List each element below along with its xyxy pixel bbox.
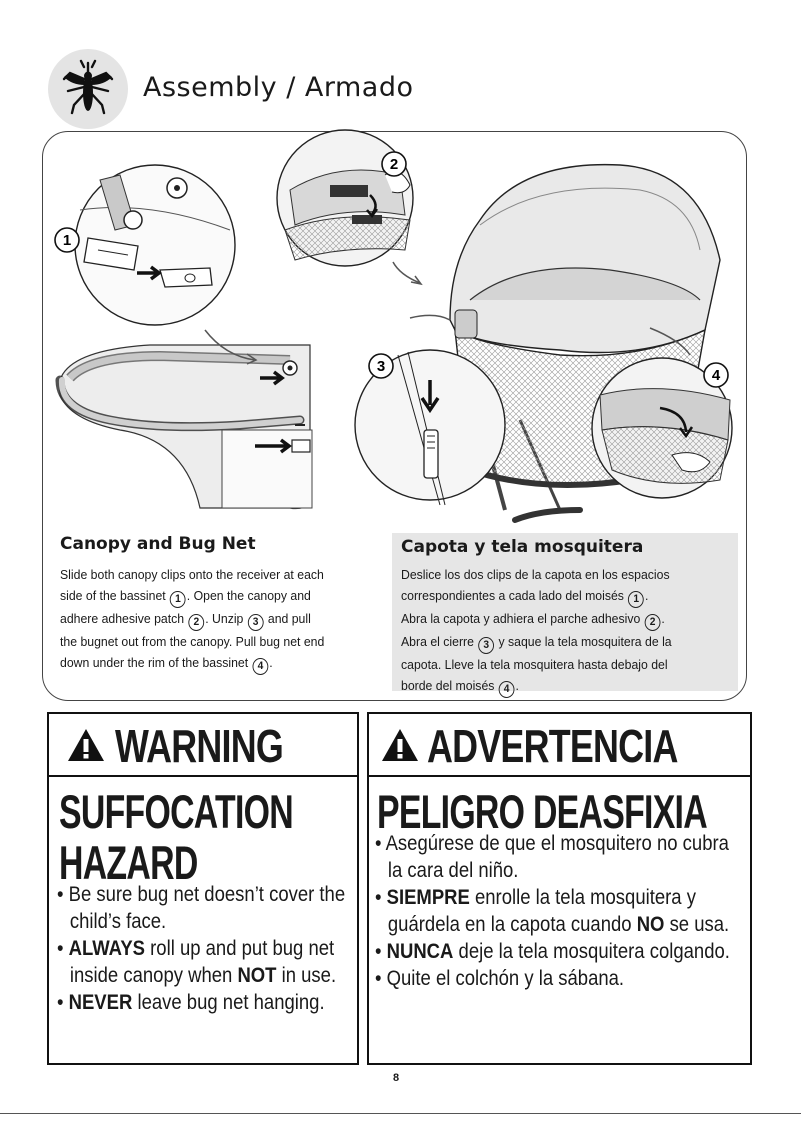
warning-bullet: • Asegúrese de que el mosquitero no cubra la cara del niño.: [375, 831, 729, 882]
warning-bullet: • Be sure bug net doesn’t cover the child’s face.: [57, 882, 346, 933]
hazard-title: PELIGRO DEASFIXIA: [377, 785, 707, 838]
step-ref-1: 1: [628, 591, 644, 608]
warning-bullets: [375, 830, 736, 992]
step-ref-4: 4: [253, 658, 269, 675]
step-badge-4-label: 4: [711, 367, 721, 384]
step-badge-1: [55, 228, 79, 252]
english-line: side of the bassinet 1 . Open the canopy and: [60, 585, 358, 608]
spanish-heading: Capota y tela mosquitera: [401, 537, 644, 557]
step-badge-2-label: 2: [389, 156, 399, 173]
english-line: Slide both canopy clips onto the receiver at each: [60, 567, 324, 582]
spanish-line: borde del moisés 4 .: [401, 675, 727, 698]
hazard-title: SUFFOCATION HAZARD: [59, 785, 293, 889]
english-line: the bugnet out from the canopy. Pull bug net end: [60, 634, 325, 649]
step-badge-1-label: 1: [62, 232, 72, 249]
warning-bullet: • NUNCA deje la tela mosquitera colgando.: [375, 939, 730, 963]
warning-bullets: [57, 881, 355, 1016]
warning-bullet: • Quite el colchón y la sábana.: [375, 966, 625, 990]
step-ref-2: 2: [188, 614, 204, 631]
spanish-line: Abra el cierre 3 y saque la tela mosquitera de la: [401, 631, 727, 654]
spanish-line: correspondientes a cada lado del moisés 1 .: [401, 585, 727, 608]
warning-header: [369, 714, 750, 777]
step-badge-3: [369, 354, 393, 378]
step-badge-2: [382, 152, 406, 176]
warning-bullet: • NEVER leave bug net hanging.: [57, 990, 325, 1014]
spanish-instructions: [401, 564, 727, 698]
english-instructions: [60, 564, 358, 675]
footer-divider: [0, 1113, 801, 1114]
english-heading: Canopy and Bug Net: [60, 534, 256, 554]
spanish-line: capota. Lleve la tela mosquitera hasta debajo del: [401, 657, 668, 672]
canopy-ring-drawing: [60, 345, 312, 509]
warning-signal-word: WARNING: [115, 720, 283, 772]
step-ref-3: 3: [248, 614, 264, 631]
warning-box-english: [47, 712, 359, 1065]
assembly-illustration: [0, 0, 801, 530]
step-ref-2: 2: [645, 614, 661, 631]
step-badge-4: [704, 363, 728, 387]
warning-bullet: • ALWAYS roll up and put bug net inside canopy when NOT in use.: [57, 936, 337, 987]
warning-signal-word: ADVERTENCIA: [427, 720, 678, 772]
step-badge-3-label: 3: [376, 358, 386, 375]
spanish-line: Abra la capota y adhiera el parche adhesivo 2 .: [401, 608, 727, 631]
step-ref-3: 3: [478, 637, 494, 654]
spanish-line: Deslice los dos clips de la capota en los espacios: [401, 567, 670, 582]
warning-header: [49, 714, 357, 777]
step-ref-4: 4: [499, 681, 515, 698]
warning-box-spanish: [367, 712, 752, 1065]
step-ref-1: 1: [170, 591, 186, 608]
page-title: Assembly / Armado: [143, 72, 414, 103]
english-line: adhere adhesive patch 2 . Unzip 3 and pull: [60, 608, 358, 631]
step1-zoom-view: [75, 165, 256, 364]
warning-triangle-icon: [67, 728, 105, 762]
warning-triangle-icon: [381, 728, 419, 762]
english-line: down under the rim of the bassinet 4 .: [60, 652, 358, 675]
warning-bullet: • SIEMPRE enrolle la tela mosquitera y guárdela en la capota cuando NO se usa.: [375, 885, 730, 936]
page-number: 8: [393, 1072, 400, 1084]
